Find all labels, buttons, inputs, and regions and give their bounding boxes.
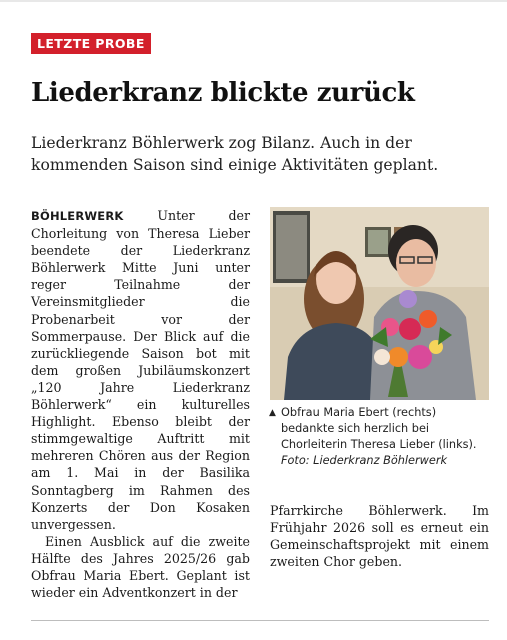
article-photo	[270, 207, 489, 400]
paragraph-first	[31, 207, 250, 533]
article-body-left-column	[31, 207, 250, 601]
dateline: BÖHLERWERK	[31, 209, 124, 223]
top-border	[0, 0, 507, 2]
paragraph-2: Einen Ausblick auf die zweite Hälfte des Jahres 2025/26 gab Obfrau Maria Ebert. Geplant ist wieder ein Adventkonzert in der	[31, 533, 250, 601]
paragraph-3: Pfarrkirche Böhlerwerk. Im Frühjahr 2026 soll es erneut ein Gemeinschaftsprojekt mit einem zweiten Chor geben.	[270, 503, 489, 570]
caption-text: Obfrau Maria Ebert (rechts) bedankte sich herzlich bei Chorleiterin Theresa Lieber (links).	[281, 406, 477, 451]
article-subheadline: Liederkranz Böhlerwerk zog Bilanz. Auch in der kommenden Saison sind einige Aktivitäten geplant.	[31, 134, 439, 174]
kicker-label: LETZTE PROBE	[31, 33, 151, 54]
article-headline: Liederkranz blickte zurück	[31, 78, 415, 108]
bottom-rule	[31, 620, 489, 621]
photo-credit: Foto: Liederkranz Böhlerwerk	[281, 454, 448, 467]
photo-caption	[269, 405, 489, 469]
photo-illustration	[270, 207, 489, 400]
paragraph-1-text: Unter der Chorleitung von Theresa Lieber beendete der Liederkranz Böhlerwerk Mitte Juni unter reger Teilnahme der Vereinsmitglieder die Probenarbeit vor der Sommerpause. Der Blick auf die zurückliegende Saison bot mit dem großen Jubiläumskonzert „120 Jahre Liederkranz Böhlerwerk“ ein kulturelles Highlight. Ebenso bleibt der stimmgewaltige Auftritt mit mehreren Chören aus der Region am 1. Mai in der Basilika Sonntagberg im Rahmen des Konzerts der Don Kosaken unvergessen.	[31, 208, 250, 532]
article-body-right-column	[270, 502, 489, 570]
caption-triangle-icon: ▲	[269, 408, 276, 418]
